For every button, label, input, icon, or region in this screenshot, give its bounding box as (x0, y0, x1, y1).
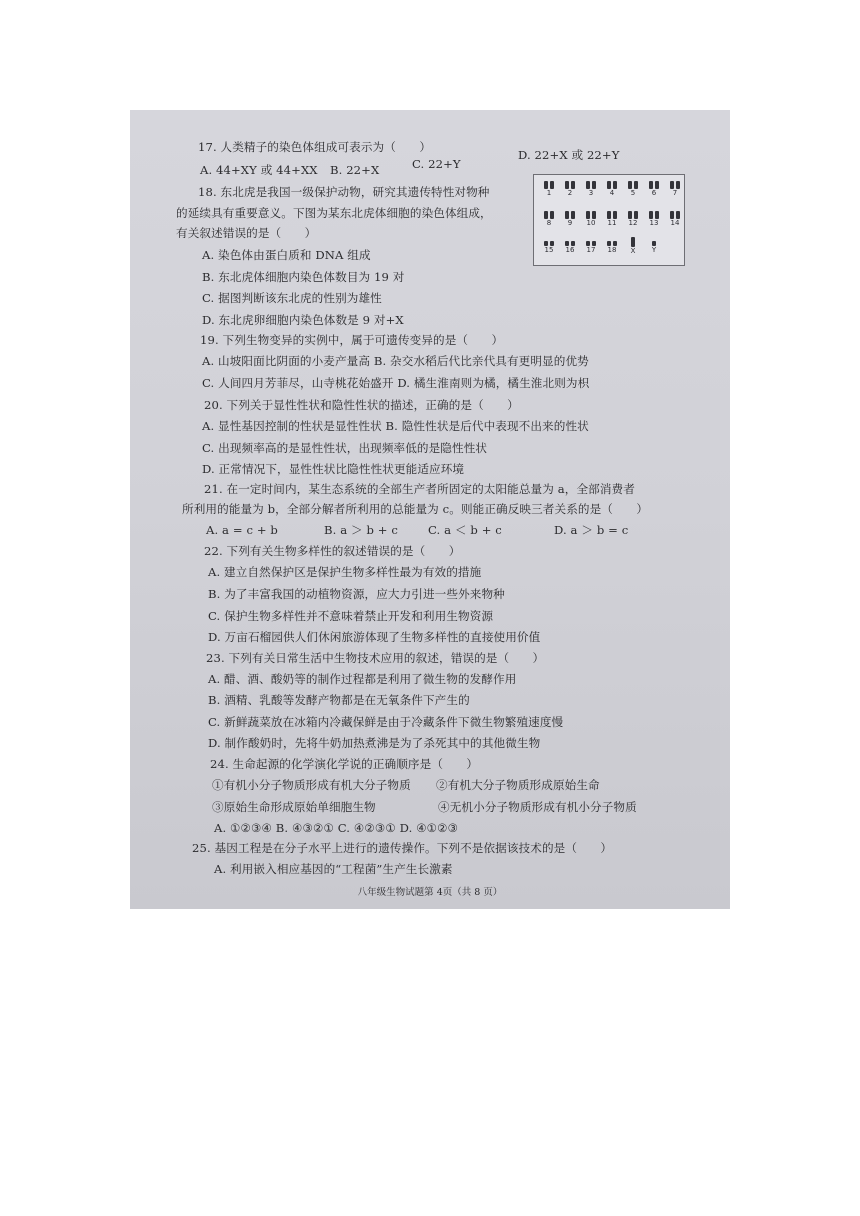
question-17-option-d: D. 22+X 或 22+Y (518, 148, 620, 162)
question-24-stem: 24. 生命起源的化学演化学说的正确顺序是（ ） (210, 757, 479, 771)
question-23-option-d: D. 制作酸奶时，先将牛奶加热煮沸是为了杀死其中的其他微生物 (208, 736, 541, 750)
question-22-option-b: B. 为了丰富我国的动植物资源，应大力引进一些外来物种 (208, 587, 505, 601)
chromosome-y (652, 241, 657, 246)
question-21-stem-line1: 21. 在一定时间内，某生态系统的全部生产者所固定的太阳能总量为 a，全部消费者 (204, 482, 635, 496)
chromosome-x (631, 237, 636, 247)
chromosome-pair (543, 241, 555, 246)
question-21-option-d: D. a ＞ b = c (554, 523, 629, 537)
karyotype-label: 5 (630, 189, 636, 197)
question-23-stem: 23. 下列有关日常生活中生物技术应用的叙述，错误的是（ ） (206, 651, 545, 665)
karyotype-label: 13 (649, 219, 659, 227)
karyotype-label: 4 (609, 189, 615, 197)
karyotype-label: 6 (651, 189, 657, 197)
question-23-option-b: B. 酒精、乳酸等发酵产物都是在无氧条件下产生的 (208, 693, 470, 707)
question-19-options-ab: A. 山坡阳面比阴面的小麦产量高 B. 杂交水稻后代比亲代具有更明显的优势 (202, 354, 589, 368)
karyotype-label: 15 (544, 246, 554, 254)
question-20-options-ab: A. 显性基因控制的性状是显性性状 B. 隐性性状是后代中表现不出来的性状 (202, 419, 589, 433)
question-24-item-1: ①有机小分子物质形成有机大分子物质 (212, 778, 411, 792)
question-22-stem: 22. 下列有关生物多样性的叙述错误的是（ ） (204, 544, 461, 558)
chromosome-pair (606, 241, 618, 246)
question-17-option-a: A. 44+XY 或 44+XX (200, 163, 318, 177)
chromosome-pair (627, 181, 639, 189)
question-21-option-b: B. a ＞ b + c (324, 523, 398, 537)
karyotype-label: 7 (672, 189, 678, 197)
question-22-option-c: C. 保护生物多样性并不意味着禁止开发和利用生物资源 (208, 609, 494, 623)
karyotype-label: X (630, 247, 636, 255)
question-22-option-a: A. 建立自然保护区是保护生物多样性最为有效的措施 (208, 565, 482, 579)
karyotype-label: 14 (670, 219, 680, 227)
chromosome-pair (627, 211, 639, 219)
karyotype-label: 3 (588, 189, 594, 197)
question-25-option-a: A. 利用嵌入相应基因的“工程菌”生产生长激素 (214, 862, 453, 876)
chromosome-pair (543, 181, 555, 189)
chromosome-pair (606, 181, 618, 189)
question-17-stem: 17. 人类精子的染色体组成可表示为（ ） (198, 140, 432, 154)
karyotype-label: Y (651, 246, 657, 254)
question-18-stem-line3: 有关叙述错误的是（ ） (176, 226, 317, 240)
karyotype-label: 9 (567, 219, 573, 227)
karyotype-label: 2 (567, 189, 573, 197)
question-18-option-b: B. 东北虎体细胞内染色体数目为 19 对 (202, 270, 405, 284)
question-19-stem: 19. 下列生物变异的实例中，属于可遗传变异的是（ ） (200, 333, 504, 347)
question-25-stem: 25. 基因工程是在分子水平上进行的遗传操作。下列不是依据该技术的是（ ） (192, 841, 613, 855)
chromosome-pair (648, 181, 660, 189)
question-23-option-a: A. 醋、酒、酸奶等的制作过程都是利用了微生物的发酵作用 (208, 672, 517, 686)
exam-page-photo (130, 110, 730, 909)
karyotype-figure (533, 174, 685, 266)
question-18-option-d: D. 东北虎卵细胞内染色体数是 9 对+X (202, 313, 404, 327)
question-21-option-a: A. a = c + b (206, 523, 278, 537)
karyotype-label: 1 (546, 189, 552, 197)
chromosome-pair (606, 211, 618, 219)
question-23-option-c: C. 新鲜蔬菜放在冰箱内冷藏保鲜是由于冷藏条件下微生物繁殖速度慢 (208, 715, 564, 729)
question-17-option-c: C. 22+Y (412, 157, 461, 171)
karyotype-label: 17 (586, 246, 596, 254)
question-20-option-c: C. 出现频率高的是显性性状，出现频率低的是隐性性状 (202, 441, 488, 455)
question-24-item-4: ④无机小分子物质形成有机小分子物质 (438, 800, 637, 814)
chromosome-pair (669, 181, 681, 189)
karyotype-label: 18 (607, 246, 617, 254)
question-18-stem-line2: 的延续具有重要意义。下图为某东北虎体细胞的染色体组成， (176, 206, 492, 220)
question-20-option-d: D. 正常情况下，显性性状比隐性性状更能适应环境 (202, 462, 465, 476)
question-24-item-3: ③原始生命形成原始单细胞生物 (212, 800, 376, 814)
question-21-option-c: C. a ＜ b + c (428, 523, 502, 537)
question-22-option-d: D. 万亩石榴园供人们休闲旅游体现了生物多样性的直接使用价值 (208, 630, 541, 644)
question-18-option-a: A. 染色体由蛋白质和 DNA 组成 (202, 248, 371, 262)
page-footer: 八年级生物试题第 4页（共 8 页） (357, 887, 503, 898)
karyotype-label: 11 (607, 219, 617, 227)
chromosome-pair (564, 181, 576, 189)
chromosome-pair (564, 241, 576, 246)
question-24-item-2: ②有机大分子物质形成原始生命 (436, 778, 600, 792)
chromosome-pair (564, 211, 576, 219)
chromosome-pair (543, 211, 555, 219)
question-18-option-c: C. 据图判断该东北虎的性别为雄性 (202, 291, 382, 305)
question-17-option-b: B. 22+X (330, 163, 380, 177)
karyotype-label: 10 (586, 219, 596, 227)
question-20-stem: 20. 下列关于显性性状和隐性性状的描述，正确的是（ ） (204, 398, 519, 412)
karyotype-label: 12 (628, 219, 638, 227)
karyotype-label: 16 (565, 246, 575, 254)
question-21-stem-line2: 所利用的能量为 b，全部分解者所利用的总能量为 c。则能正确反映三者关系的是（ ） (182, 502, 649, 516)
chromosome-pair (585, 181, 597, 189)
question-18-stem-line1: 18. 东北虎是我国一级保护动物，研究其遗传特性对物种 (198, 185, 490, 199)
question-24-options: A. ①②③④ B. ④③②① C. ④②③① D. ④①②③ (214, 821, 459, 835)
karyotype-label: 8 (546, 219, 552, 227)
chromosome-pair (585, 211, 597, 219)
chromosome-pair (585, 241, 597, 246)
chromosome-pair (648, 211, 660, 219)
chromosome-pair (669, 211, 681, 219)
question-19-options-cd: C. 人间四月芳菲尽，山寺桃花始盛开 D. 橘生淮南则为橘，橘生淮北则为枳 (202, 376, 590, 390)
